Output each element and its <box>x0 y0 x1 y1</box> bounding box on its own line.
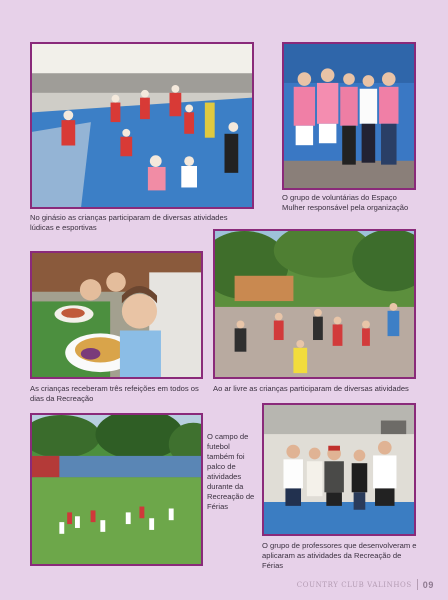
football-photo <box>30 413 203 566</box>
footer-brand: COUNTRY CLUB VALINHOS <box>296 580 412 589</box>
teachers-photo <box>262 403 416 536</box>
gym-photo <box>30 42 254 209</box>
gym-caption: No ginásio as crianças participaram de diversas atividades lúdicas e esportivas <box>30 213 228 232</box>
outdoor-photo <box>213 229 416 379</box>
football-caption: O campo de futebol também foi palco de atividades durante da Recreação de Férias <box>207 432 255 511</box>
outdoor-caption: Ao ar livre as crianças participaram de diversas atividades <box>213 384 409 393</box>
page-footer <box>297 579 434 590</box>
volunteers-caption: O grupo de voluntárias do Espaço Mulher responsável pela organização <box>282 193 409 212</box>
teachers-caption: O grupo de professores que desenvolveram e aplicaram as atividades da Recreação de Férias <box>262 541 417 570</box>
meals-photo <box>30 251 203 379</box>
page-number: 09 <box>422 579 434 590</box>
footer-divider <box>417 579 418 590</box>
volunteers-photo <box>282 42 416 190</box>
meals-caption: As crianças receberam três refeições em todos os dias da Recreação <box>30 384 199 403</box>
